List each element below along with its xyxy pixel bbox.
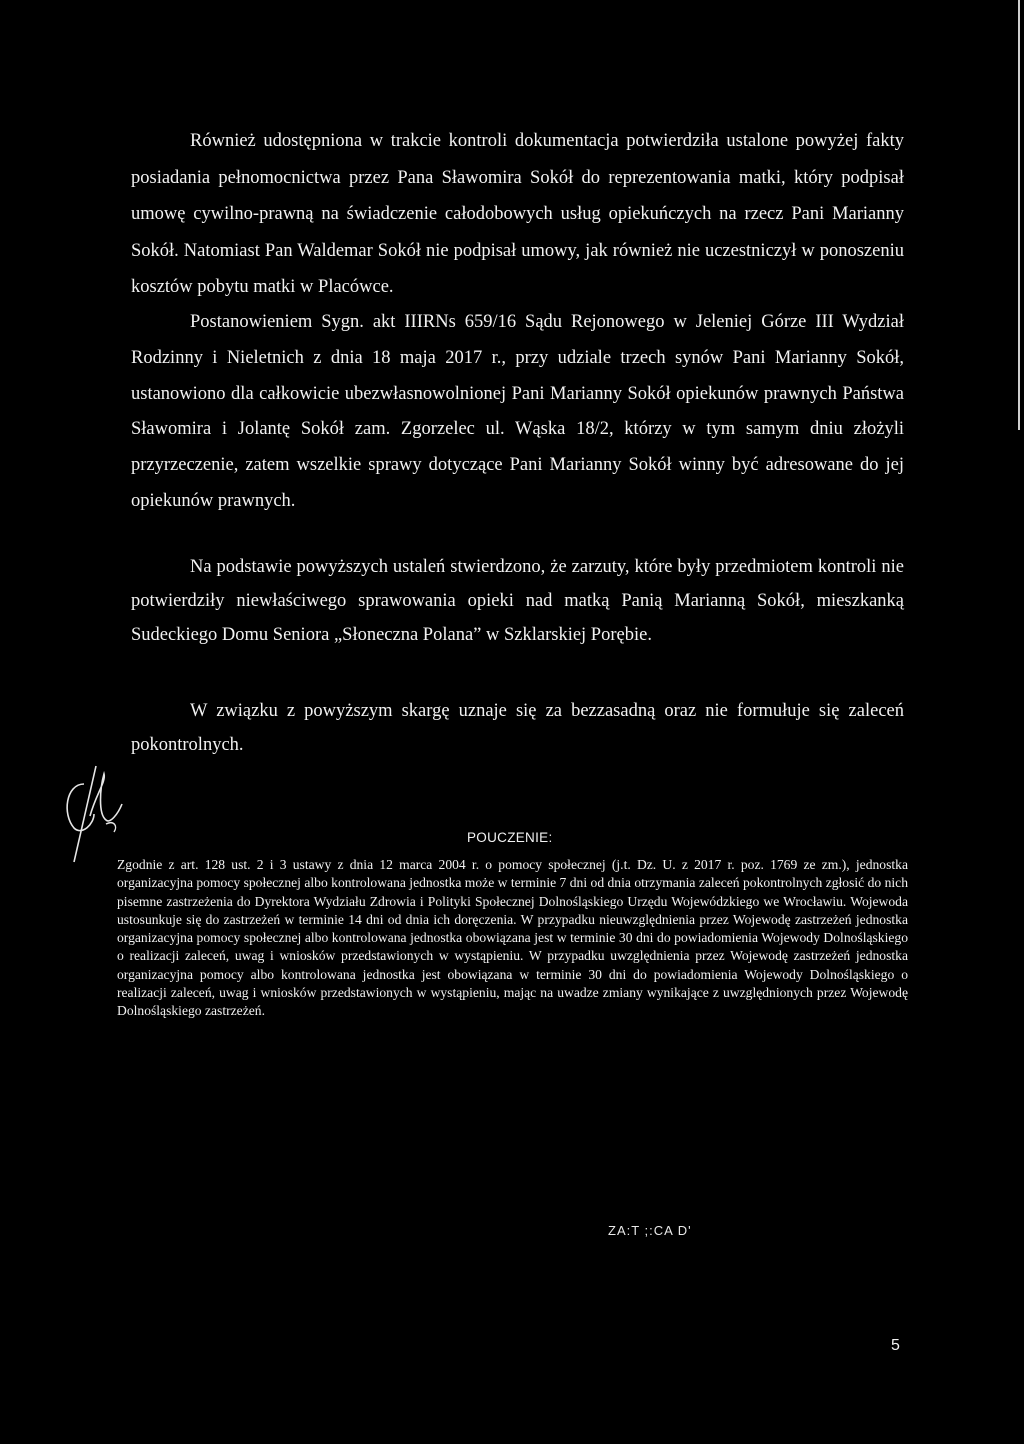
paragraph-documentation: Również udostępniona w trakcie kontroli dokumentacja potwierdziła ustalone powyżej fakty posiadania pełnomocnictwa przez Pana Sławomira Sokół do reprezentowania matki, który podpisał umowę cywilno-prawną na świadczenie całodobowych usług opiekuńczych na rzecz Pani Marianny Sokół. Natomiast Pan Waldemar Sokół nie podpisał umowy, jak również nie uczestniczył w ponoszeniu kosztów pobytu matki w Placówce. [131,131,904,298]
scan-edge-line [1018,0,1020,430]
page-number: 5 [891,1337,900,1354]
paragraph-court-decision: Postanowieniem Sygn. akt IIIRNs 659/16 Sądu Rejonowego w Jeleniej Górze III Wydział Rodzinny i Nieletnich z dnia 18 maja 2017 r., przy udziale trzech synów Pani Marianny Sokół, ustanowiono dla całkowicie ubezwłasnowolnionej Pani Marianny Sokół opiekunów prawnych Państwa Sławomira i Jolantę Sokół zam. Zgorzelec ul. Wąska 18/2, którzy w tym samym dniu złożyli przyrzeczenie, zatem wszelkie sprawy dotyczące Pani Marianny Sokół winny być adresowane do jej opiekunów prawnych. [131,312,904,511]
paragraph-findings: Na podstawie powyższych ustaleń stwierdzono, że zarzuty, które były przedmiotem kontroli nie potwierdziły niewłaściwego sprawowania opieki nad matką Panią Marianną Sokół, mieszkanką Sudeckiego Domu Seniora „Słoneczna Polana” w Szklarskiej Porębie. [131,557,904,645]
notice-body: Zgodnie z art. 128 ust. 2 i 3 ustawy z dnia 12 marca 2004 r. o pomocy społecznej (j.t. Dz. U. z 2017 r. poz. 1769 ze zm.), jednostka organizacyjna pomocy społecznej albo kontrolowana jednostka może w terminie 7 dni od dnia otrzymania zaleceń pokontrolnych zgłosić do nich pisemne zastrzeżenia do Dyrektora Wydziału Zdrowia i Polityki Społecznej Dolnośląskiego Urzędu Wojewódzkiego we Wrocławiu. Wojewoda ustosunkuje się do zastrzeżeń w terminie 14 dni od dnia ich doręczenia. W przypadku nieuwzględnienia przez Wojewodę zastrzeżeń jednostka organizacyjna pomocy społecznej albo kontrolowana jednostka obowiązana jest w terminie 30 dni do powiadomienia Wojewody Dolnośląskiego o realizacji zaleceń, uwag i wniosków przedstawionych w wystąpieniu. W przypadku uwzględnienia przez Wojewodę zastrzeżeń jednostka organizacyjna pomocy albo kontrolowana jednostka jest obowiązana w terminie 30 dni do powiadomienia Wojewody Dolnośląskiego o realizacji zaleceń, uwag i wniosków przedstawionych w wystąpieniu, mając na uwadze zmiany wynikające z uwzględnionych przez Wojewodę Dolnośląskiego zastrzeżeń. [117,857,908,1019]
paragraph-conclusion: W związku z powyższym skargę uznaje się za bezzasadną oraz nie formułuje się zaleceń pokontrolnych. [131,701,904,755]
handwritten-initials-icon [44,754,134,866]
stamp-text: ZA:T ;:CA D' [608,1223,692,1238]
notice-title: POUCZENIE: [467,830,553,845]
